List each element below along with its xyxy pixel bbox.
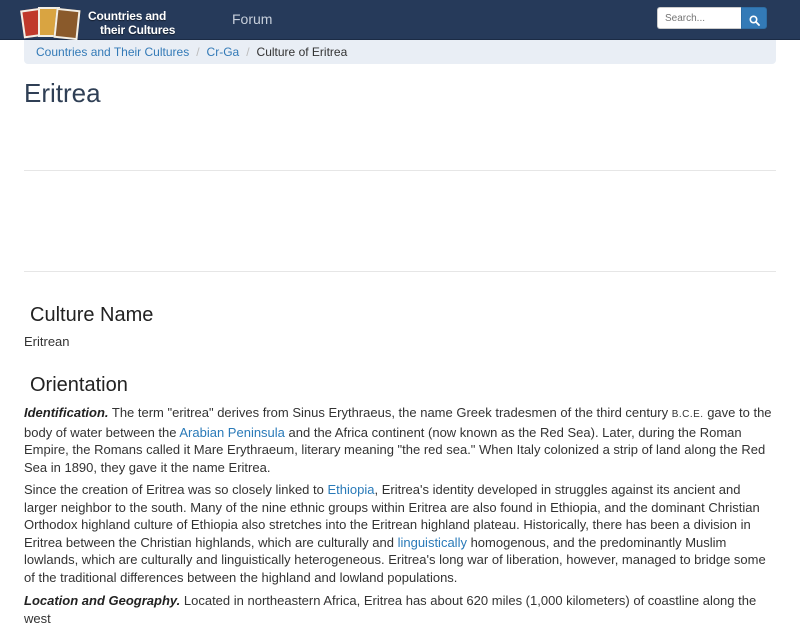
bce-abbreviation: B.C.E. [671, 409, 704, 420]
paragraph-text: The term "eritrea" derives from Sinus Erythraeus, the name Greek tradesmen of the third century [108, 405, 672, 420]
search-icon [749, 15, 760, 26]
page-title: Eritrea [24, 78, 101, 108]
breadcrumb-current: Culture of Eritrea [256, 45, 348, 59]
search-input[interactable] [657, 7, 741, 29]
breadcrumb-item-countries[interactable]: Countries and Their Cultures [36, 45, 190, 59]
breadcrumb-separator: / [196, 45, 200, 59]
paragraph-location [24, 592, 776, 627]
divider [24, 271, 776, 272]
paragraph-history [24, 481, 776, 586]
section-heading-orientation: Orientation [30, 374, 128, 396]
link-ethiopia[interactable]: Ethiopia [327, 482, 375, 497]
breadcrumb-item-cr-ga[interactable]: Cr-Ga [206, 45, 240, 59]
paragraph-text: gave to the body of water between the [24, 405, 772, 440]
link-arabian-peninsula[interactable]: Arabian Peninsula [179, 424, 285, 440]
paragraph-text: Since the creation of Eritrea was so closely linked to [24, 482, 328, 497]
paragraph-text: Located in northeastern Africa, Eritrea has about 620 miles (1,000 kilometers) of coastline along the west [24, 593, 757, 626]
paragraph-text: homogenous, and the predominantly Muslim lowlands, which are culturally and linguistically heterogeneous. Eritrea's long war of liberation, however, managed to bridge some of the traditional differences between the highland and lowland populations. [24, 534, 766, 585]
search-button[interactable] [741, 7, 767, 29]
breadcrumb [24, 40, 776, 64]
paragraph-label: Identification. [24, 405, 109, 420]
nav-forum-link[interactable]: Forum [232, 11, 273, 27]
site-logo[interactable] [22, 5, 222, 43]
top-navbar [0, 0, 800, 40]
paragraph-text: , Eritrea's identity developed in struggles against its ancient and larger neighbor to the south. Many of the nine ethnic groups within Eritrea are also found in Ethiopia, and the dominant Christian Orthodox highland culture of Ethiopia also stretches into the Eritrean highland plateau. Historically, there has been a division in Eritrea between the Christian highlands, which are culturally and [24, 482, 760, 550]
logo-text [88, 9, 175, 37]
paragraph-text: and the Africa continent (now known as the Red Sea). Later, during the Roman Empire, the Romans called it Mare Erythraeum, literary meaning "the red sea." When Italy colonized a strip of land along the Red Sea in 1890, they gave it the name Eritrea. [24, 424, 766, 475]
logo-line-2: their Cultures [100, 23, 176, 37]
divider [24, 170, 776, 171]
breadcrumb-separator: / [246, 45, 250, 59]
logo-line-1: Countries and [88, 9, 167, 23]
culture-name-text: Eritrean [24, 334, 70, 349]
link-linguistically[interactable]: linguistically [397, 534, 467, 550]
paragraph-label: Location and Geography. [24, 593, 181, 608]
paragraph-identification [24, 404, 776, 476]
section-heading-culture-name: Culture Name [30, 304, 154, 326]
logo-image [22, 5, 84, 43]
